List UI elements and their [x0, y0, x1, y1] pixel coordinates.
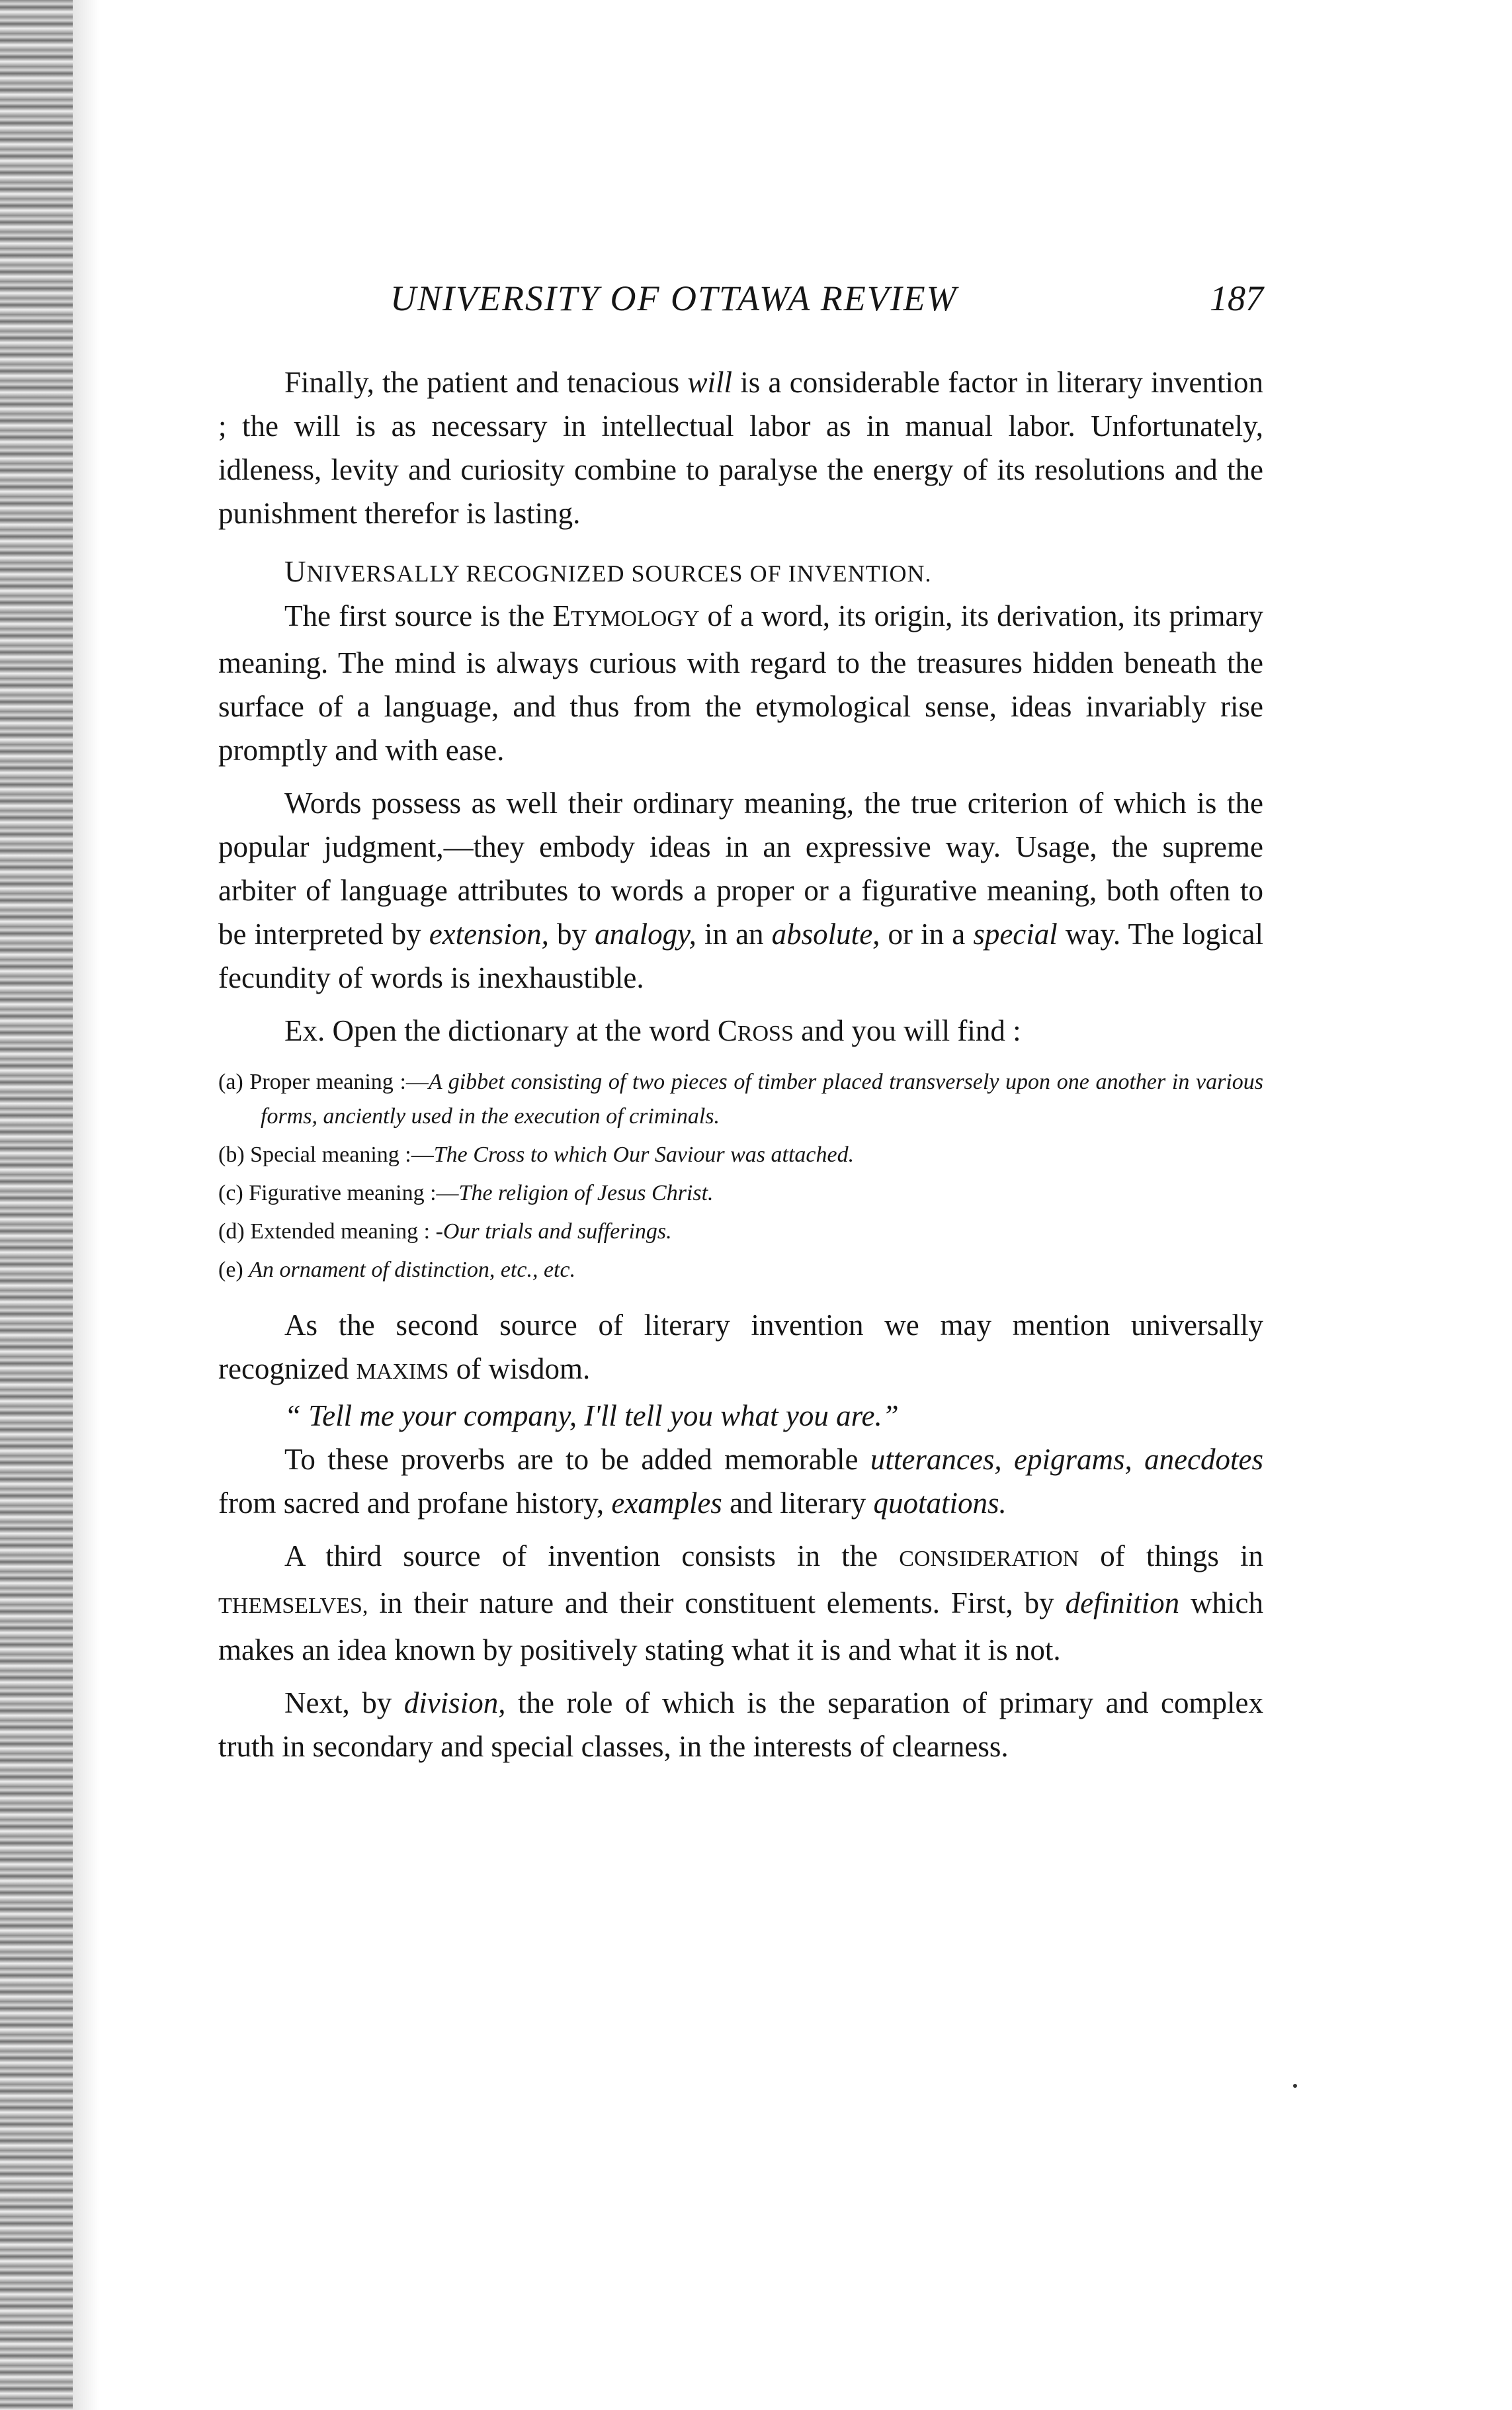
text: of wisdom. [448, 1352, 591, 1385]
italic-term: division, [403, 1686, 506, 1719]
example-label: (d) [218, 1219, 245, 1244]
italic-term: examples [611, 1486, 722, 1520]
paragraph-proverbs [218, 1438, 1263, 1525]
text: Ex. Open the dictionary at the word [284, 1014, 718, 1047]
example-item [218, 1215, 1263, 1249]
example-item [218, 1176, 1263, 1211]
example-kind: Proper meaning :— [249, 1070, 429, 1094]
italic-term: absolute, [771, 918, 880, 951]
example-label: (b) [218, 1142, 245, 1167]
text [1002, 1443, 1014, 1476]
paragraph-example-intro [218, 1009, 1263, 1056]
example-meaning: Our trials and sufferings. [442, 1219, 672, 1244]
italic-term: anecdotes [1144, 1443, 1264, 1476]
heading-text: NIVERSALLY RECOGNIZED SOURCES OF INVENTION. [306, 560, 932, 587]
example-kind: Figurative meaning :— [249, 1181, 459, 1205]
paragraph-etymology [218, 594, 1263, 772]
small-caps-term: ROSS [737, 1021, 794, 1046]
small-caps-term: MAXIMS [356, 1359, 449, 1384]
text: and literary [722, 1486, 874, 1520]
text: The first source is the [284, 599, 553, 632]
text: the role of which is the separation of primary and complex truth in secondary and special classes, in the interests of clearness. [218, 1686, 1263, 1763]
text: of things in [1079, 1539, 1263, 1572]
paragraph-words [218, 781, 1263, 1000]
text: As the second source of literary invention we may mention universally recognized [218, 1309, 1263, 1385]
paragraph-maxims [218, 1303, 1263, 1394]
italic-term: definition [1065, 1586, 1180, 1619]
small-caps-initial: E [552, 599, 571, 632]
binding-shadow [73, 0, 99, 2410]
running-head [390, 278, 1263, 319]
example-kind: Extended meaning : - [250, 1219, 443, 1244]
section-heading [218, 551, 1263, 594]
text: of a word, its origin, its derivation, its primary meaning. The mind is always curious with regard to the treasures hidden beneath the surface of a language, and thus from the etymological sense, ideas invariably rise promptly and with ease. [218, 599, 1263, 767]
text: from sacred and profane history, [218, 1486, 612, 1520]
text [1132, 1443, 1144, 1476]
italic-term: utterances, [870, 1443, 1002, 1476]
small-caps-term: CONSIDERATION [899, 1547, 1079, 1571]
example-kind: Special meaning :— [250, 1142, 434, 1167]
example-meaning: The Cross to which Our Saviour was attached. [433, 1142, 855, 1167]
example-list [218, 1065, 1263, 1287]
example-item [218, 1138, 1263, 1172]
text: in an [696, 918, 772, 951]
text: A third source of invention consists in the [284, 1539, 900, 1572]
example-label: (e) [218, 1258, 243, 1282]
example-meaning: The religion of Jesus Christ. [458, 1181, 714, 1205]
example-label: (c) [218, 1181, 243, 1205]
text: is a considerable factor in literary invention ; the will is as necessary in intellectual labor as in manual labor. Unfortunately, idleness, levity and curiosity combine to paralyse the energy of its resolutions and the punishment therefor is lasting. [218, 366, 1263, 530]
paragraph-consideration [218, 1534, 1263, 1672]
italic-term: special [973, 918, 1058, 951]
italic-term: will [687, 366, 732, 399]
running-title: UNIVERSITY OF OTTAWA REVIEW [390, 279, 958, 318]
italic-term: analogy, [595, 918, 696, 951]
heading-initial: U [284, 555, 307, 588]
text: Finally, the patient and tenacious [284, 366, 688, 399]
example-label: (a) [218, 1070, 243, 1094]
text: or in a [880, 918, 974, 951]
example-meaning: A gibbet consisting of two pieces of timber placed transversely upon one another in various forms, anciently used in the execution of criminals. [261, 1070, 1264, 1129]
page-body [218, 361, 1263, 1768]
small-caps-term: THEMSELVES, [218, 1594, 368, 1618]
italic-term: extension, [429, 918, 549, 951]
paragraph-division [218, 1681, 1263, 1768]
text: by [548, 918, 595, 951]
text: and you will find : [793, 1014, 1021, 1047]
proverb-quote: “ Tell me your company, I'll tell you what you are.” [284, 1399, 899, 1432]
book-page [218, 0, 1263, 2410]
example-item [218, 1253, 1263, 1287]
text: Next, by [284, 1686, 404, 1719]
example-meaning: An ornament of distinction, etc., etc. [249, 1258, 576, 1282]
text: in their nature and their constituent elements. First, by [368, 1586, 1066, 1619]
small-caps-term: TYMOLOGY [570, 607, 700, 631]
paragraph-will [218, 361, 1263, 535]
example-item [218, 1065, 1263, 1134]
book-binding-edge [0, 0, 73, 2410]
italic-term: quotations. [873, 1486, 1007, 1520]
small-caps-initial: C [717, 1014, 737, 1047]
text: which makes an idea known by positively stating what it is and what it is not. [218, 1586, 1263, 1666]
text: Words possess as well their ordinary meaning, the true criterion of which is the popular judgment,—they embody ideas in an expressive way. Usage, the supreme arbiter of language attributes to words a proper or a figurative meaning, both often to be interpreted by [218, 787, 1263, 951]
italic-term: epigrams, [1013, 1443, 1132, 1476]
text: way. The logical fecundity of words is inexhaustible. [218, 918, 1264, 994]
text: To these proverbs are to be added memorable [284, 1443, 870, 1476]
stray-ink-dot [1293, 2084, 1297, 2088]
page-number: 187 [1210, 279, 1263, 318]
